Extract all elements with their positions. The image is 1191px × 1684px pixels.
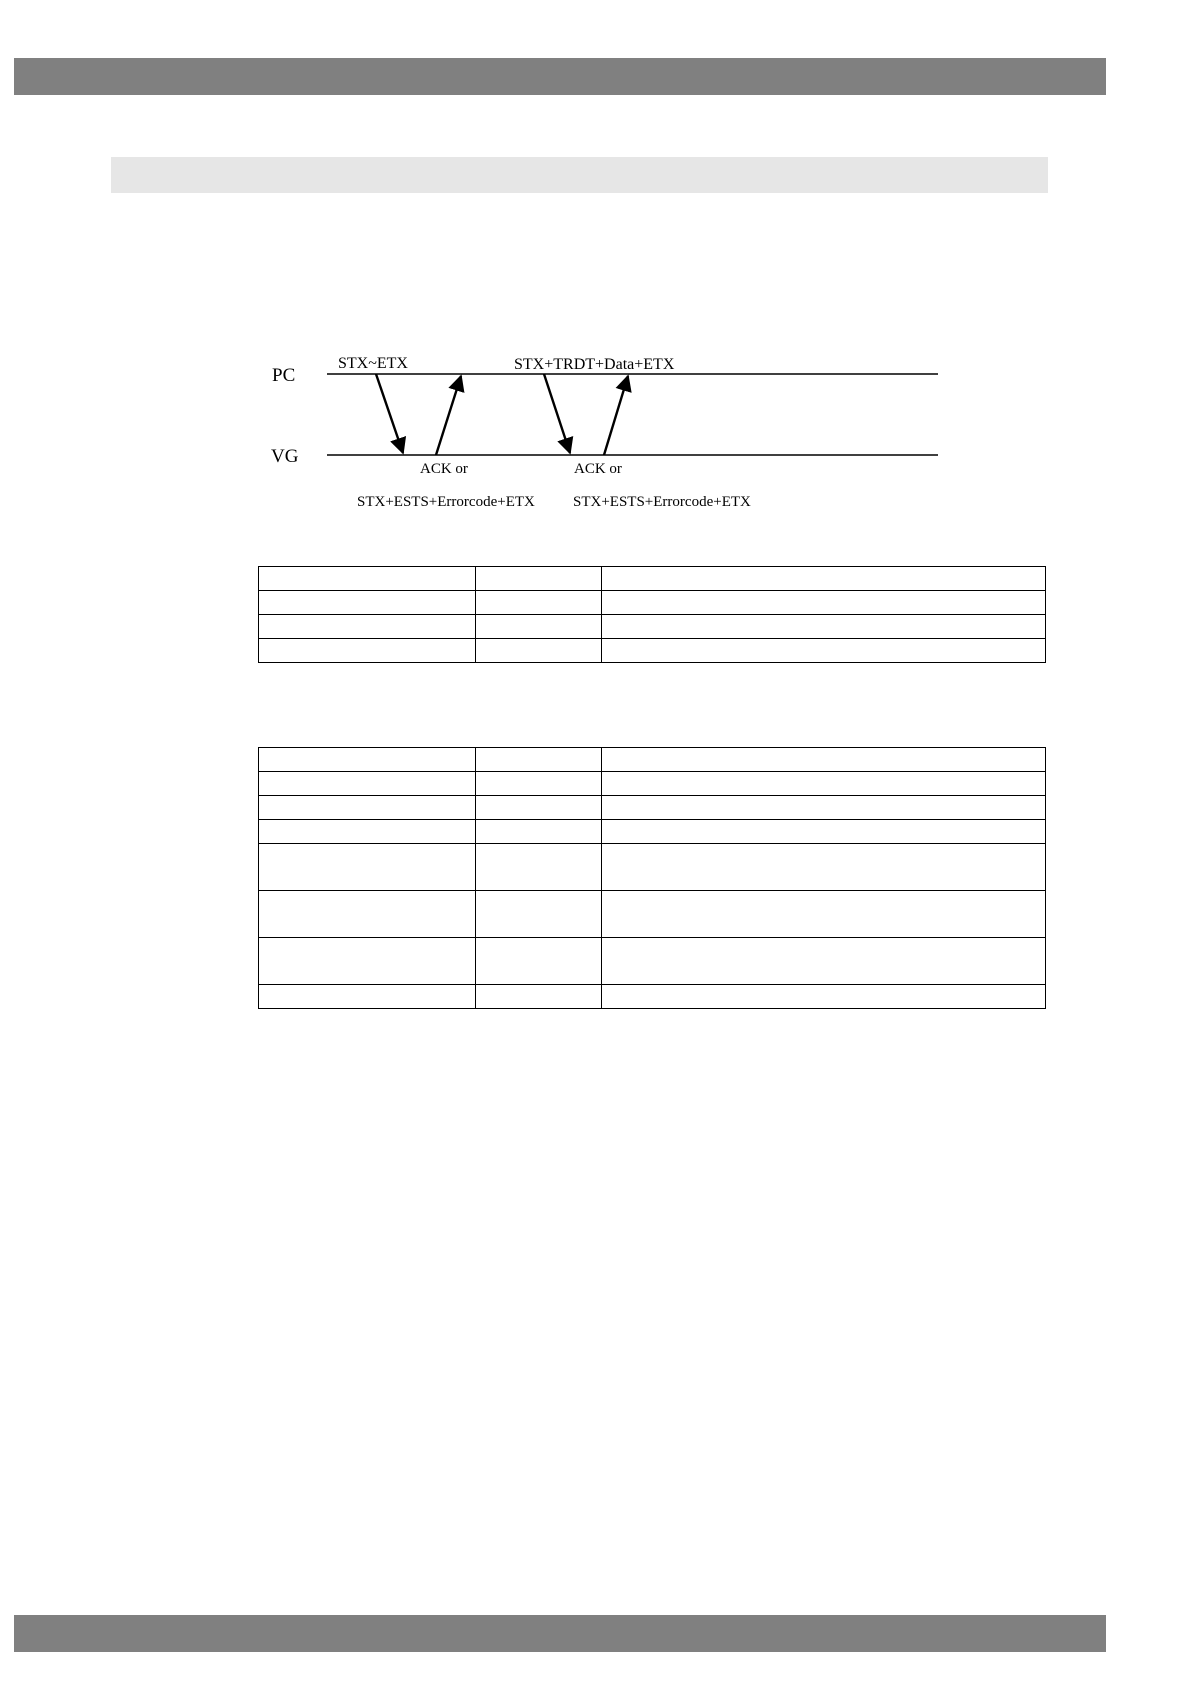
table-row — [259, 796, 1046, 820]
table-row — [259, 772, 1046, 796]
table-cell — [259, 567, 476, 591]
arrow-pc-to-vg-1 — [376, 374, 403, 453]
table-cell — [602, 615, 1046, 639]
table-cell — [476, 938, 602, 985]
table-cell — [476, 772, 602, 796]
table-row — [259, 567, 1046, 591]
message-stx-trdt-data-etx: STX+TRDT+Data+ETX — [514, 356, 675, 373]
table-row — [259, 639, 1046, 663]
table-cell — [602, 591, 1046, 615]
table-cell — [259, 796, 476, 820]
table-row — [259, 844, 1046, 891]
reply-ack-or-1: ACK or — [420, 461, 468, 477]
table-row — [259, 748, 1046, 772]
table-cell — [259, 748, 476, 772]
table-cell — [476, 985, 602, 1009]
table-cell — [259, 591, 476, 615]
table-row — [259, 591, 1046, 615]
table-cell — [476, 891, 602, 938]
footer-bar — [14, 1615, 1106, 1652]
table-cell — [259, 772, 476, 796]
arrow-vg-to-pc-1 — [436, 376, 461, 455]
message-stx-etx: STX~ETX — [338, 355, 408, 372]
table-cell — [259, 820, 476, 844]
table-cell — [476, 796, 602, 820]
table-cell — [602, 567, 1046, 591]
table-cell — [476, 748, 602, 772]
table-row — [259, 615, 1046, 639]
table-cell — [602, 844, 1046, 891]
arrow-pc-to-vg-2 — [544, 374, 570, 453]
table-row — [259, 820, 1046, 844]
table-cell — [259, 938, 476, 985]
table-cell — [602, 796, 1046, 820]
pc-label: PC — [272, 365, 296, 386]
table-row — [259, 985, 1046, 1009]
command-table-1 — [258, 566, 1046, 663]
table-cell — [602, 938, 1046, 985]
table-cell — [476, 567, 602, 591]
table-cell — [602, 891, 1046, 938]
table-cell — [476, 820, 602, 844]
table-cell — [602, 748, 1046, 772]
table-cell — [476, 591, 602, 615]
command-table-2 — [258, 747, 1046, 1009]
table-row — [259, 938, 1046, 985]
table-cell — [259, 891, 476, 938]
reply-ack-or-2: ACK or — [574, 461, 622, 477]
table-cell — [476, 615, 602, 639]
table-cell — [476, 844, 602, 891]
reply-error-2: STX+ESTS+Errorcode+ETX — [573, 494, 751, 510]
table-cell — [602, 639, 1046, 663]
table-cell — [476, 639, 602, 663]
arrow-vg-to-pc-2 — [604, 376, 628, 455]
vg-label: VG — [271, 446, 299, 467]
table-cell — [259, 985, 476, 1009]
table-cell — [602, 820, 1046, 844]
reply-error-1: STX+ESTS+Errorcode+ETX — [357, 494, 535, 510]
table-cell — [259, 844, 476, 891]
table-cell — [602, 985, 1046, 1009]
table-cell — [259, 615, 476, 639]
table-cell — [259, 639, 476, 663]
table-cell — [602, 772, 1046, 796]
table-row — [259, 891, 1046, 938]
